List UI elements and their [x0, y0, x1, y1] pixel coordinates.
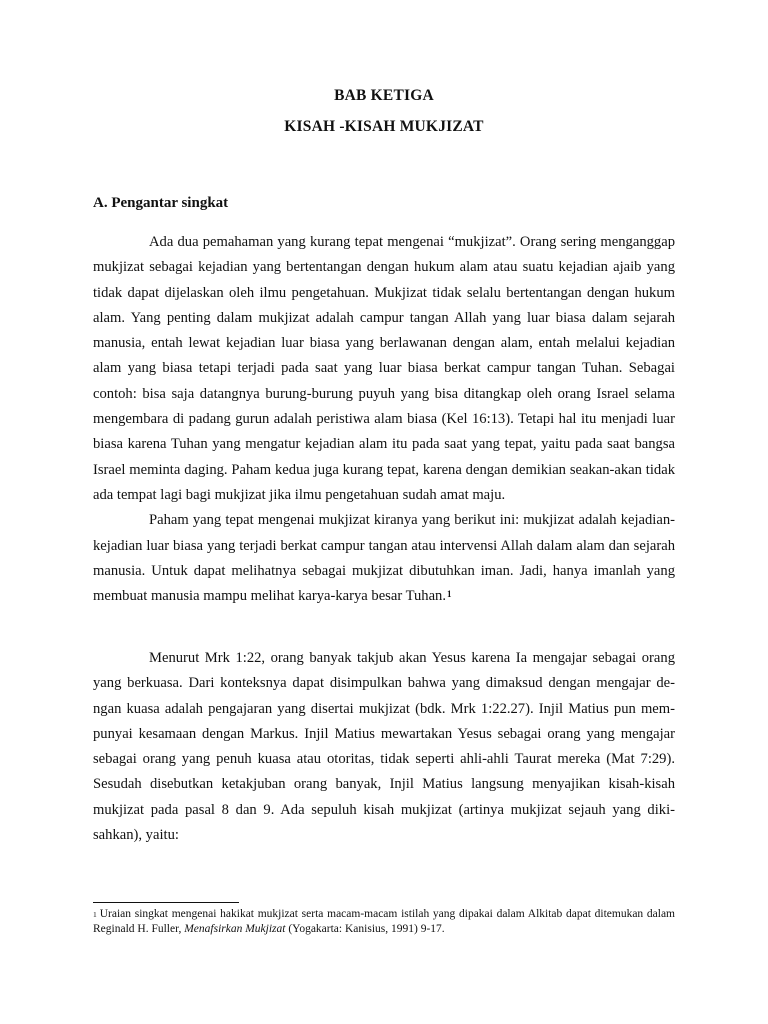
footnote-book-title: Menafsirkan Mukjizat — [184, 923, 286, 935]
body-block-mark — [93, 646, 675, 848]
paragraph-2-text: Paham yang tepat mengenai mukjizat kiranya yang berikut ini: mukjizat adalah kejadian-kejadian luar biasa yang terjadi berkat campur tangan atau intervensi Allah dalam alam dan sejarah manusia. Untuk dapat melihatnya sebagai mukjizat dibutuhkan iman. Jadi, hanya imanlah yang membuat manusia mampu melihat karya-karya besar Tuhan. — [93, 512, 675, 605]
footnote-text-after: (Yogakarta: Kanisius, 1991) 9-17. — [285, 923, 445, 935]
footnote-divider — [93, 902, 239, 903]
paragraph-1: Ada dua pemahaman yang kurang tepat mengenai “mukjizat”. Orang sering menganggap mukjizat sebagai kejadian yang bertentangan dengan hukum alam atau suatu kejadian ajaib yang tidak dapat dijelaskan oleh ilmu pengetahuan. Mukjizat tidak selalu bertentangan dengan hukum alam. Yang penting dalam mukjizat adalah campur tangan Allah yang luar biasa dalam sejarah manusia, entah lewat kejadian luar biasa yang berlawanan dengan alam, entah melalui kejadian alam yang biasa tetapi terjadi pada saat yang luar biasa berkat campur tangan Tuhan. Sebagai contoh: bisa saja datangnya burung-burung puyuh yang bisa ditangkap oleh orang Israel selama mengembara di padang gurun adalah peristiwa alam biasa (Kel 16:13). Tetapi hal itu menjadi luar biasa karena Tuhan yang mengatur kejadian alam itu pada saat yang tepat, yaitu pada saat bangsa Israel meminta daging. Paham kedua juga kurang tepat, karena dengan demikian seakan-akan tidak ada tempat lagi bagi mukjizat jika ilmu pengetahuan sudah amat maju. — [93, 234, 675, 503]
body-block-intro — [93, 230, 675, 609]
paragraph-3: Menurut Mrk 1:22, orang banyak takjub akan Yesus karena Ia mengajar sebagai orang yang berkuasa. Dari konteksnya dapat disimpulkan bahwa yang dimaksud dengan mengajar de-ngan kuasa adalah pengajaran yang disertai mukjizat (bdk. Mrk 1:22.27). Injil Matius pun mem-punyai kesamaan dengan Markus. Injil Matius mewartakan Yesus sebagai orang yang mengajar sebagai orang yang penuh kuasa atau otoritas, tidak seperti ahli-ahli Taurat mereka (Mat 7:29). Sesudah disebutkan ketakjuban orang banyak, Injil Matius langsung menyajikan kisah-kisah mukjizat pada pasal 8 dan 9. Ada sepuluh kisah mukjizat (artinya mukjizat sejauh yang diki-sahkan), yaitu: — [93, 650, 675, 844]
footnote-reference[interactable]: 1 — [447, 589, 452, 600]
paragraph-2 — [93, 508, 675, 609]
chapter-subtitle: KISAH -KISAH MUKJIZAT — [284, 118, 484, 135]
footnote-text-before: Uraian singkat mengenai hakikat mukjizat serta macam-macam istilah yang dipakai dalam Alkitab dapat ditemukan dalam Reginald H. Fuller, — [93, 908, 675, 935]
footnote — [93, 907, 675, 937]
footnote-mark: 1 — [93, 910, 97, 919]
section-heading: A. Pengantar singkat — [93, 195, 229, 211]
chapter-title: BAB KETIGA — [334, 87, 434, 104]
